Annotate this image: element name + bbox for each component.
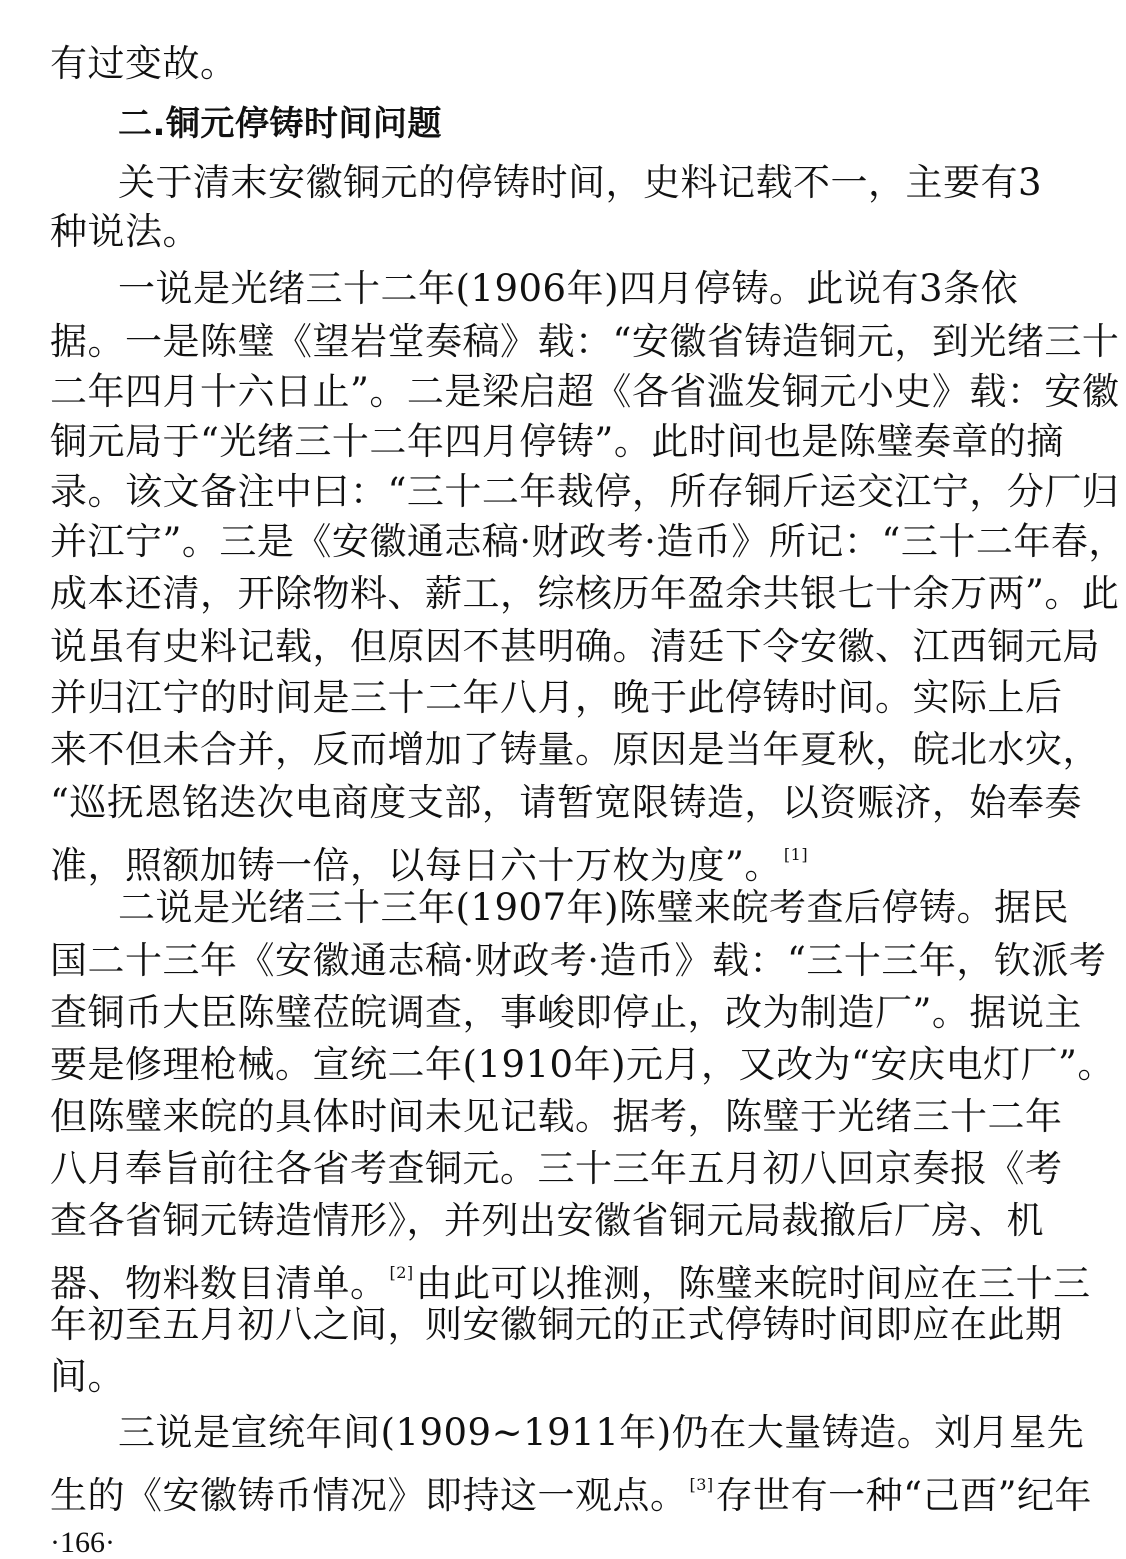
text-line: 但陈璧来皖的具体时间未见记载。据考，陈璧于光绪三十二年 — [50, 1095, 1063, 1138]
page-number: ·166· — [50, 1526, 115, 1559]
text-span: 器、物料数目清单。 — [50, 1262, 388, 1305]
text-line: “巡抚恩铭迭次电商度支部，请暂宽限铸造，以资赈济，始奉奏 — [50, 781, 1082, 824]
text-line: 间。 — [50, 1355, 125, 1398]
text-line: 一说是光绪三十二年(1906年)四月停铸。此说有3条依 — [118, 267, 1019, 310]
text-line: 查铜币大臣陈璧莅皖调查，事峻即停止，改为制造厂”。据说主 — [50, 991, 1082, 1034]
text-line: 有过变故。 — [50, 42, 238, 85]
text-span: 生的《安徽铸币情况》即持这一观点。 — [50, 1474, 688, 1517]
text-line: 年初至五月初八之间，则安徽铜元的正式停铸时间即应在此期 — [50, 1303, 1063, 1346]
text-line: 二年四月十六日止”。二是梁启超《各省滥发铜元小史》载：安徽 — [50, 370, 1120, 413]
text-line: 据。一是陈璧《望岩堂奏稿》载：“安徽省铸造铜元，到光绪三十 — [50, 320, 1120, 363]
section-heading: 二.铜元停铸时间问题 — [118, 104, 442, 144]
text-line: 成本还清，开除物料、薪工，综核历年盈余共银七十余万两”。此 — [50, 572, 1120, 615]
text-line: 并江宁”。三是《安徽通志稿·财政考·造币》所记：“三十二年春， — [50, 520, 1126, 563]
text-line — [50, 1457, 1093, 1517]
text-line: 国二十三年《安徽通志稿·财政考·造币》载：“三十三年，钦派考 — [50, 939, 1107, 982]
text-line: 来不但未合并，反而增加了铸量。原因是当年夏秋，皖北水灾， — [50, 728, 1100, 771]
text-line: 种说法。 — [50, 210, 200, 253]
text-line: 并归江宁的时间是三十二年八月，晚于此停铸时间。实际上后 — [50, 676, 1063, 719]
text-line: 要是修理枪械。宣统二年(1910年)元月，又改为“安庆电灯厂”。 — [50, 1043, 1115, 1086]
text-line: 二说是光绪三十三年(1907年)陈璧来皖考查后停铸。据民 — [118, 886, 1070, 929]
text-line: 八月奉旨前往各省考查铜元。三十三年五月初八回京奏报《考 — [50, 1147, 1063, 1190]
text-line: 铜元局于“光绪三十二年四月停铸”。此时间也是陈璧奏章的摘 — [50, 420, 1064, 463]
text-line: 关于清末安徽铜元的停铸时间，史料记载不一，主要有3 — [118, 161, 1043, 204]
footnote-ref: [3] — [689, 1475, 714, 1494]
text-line — [50, 827, 974, 887]
text-span: 由此可以推测，陈璧来皖时间应在三十三 — [415, 1262, 1091, 1305]
text-line: 录。该文备注中曰：“三十二年裁停，所存铜斤运交江宁，分厂归 — [50, 470, 1120, 513]
text-span: 准，照额加铸一倍，以每日六十万枚为度”。 — [50, 844, 782, 887]
footnote-ref: [2] — [389, 1263, 414, 1282]
footnote-ref: [1] — [783, 845, 809, 864]
text-span: 存世有一种“己酉”纪年 — [715, 1474, 1093, 1517]
text-line: 查各省铜元铸造情形》，并列出安徽省铜元局裁撤后厂房、机 — [50, 1199, 1044, 1242]
text-line: 说虽有史料记载，但原因不甚明确。清廷下令安徽、江西铜元局 — [50, 625, 1100, 668]
text-line: 三说是宣统年间(1909~1911年)仍在大量铸造。刘月星先 — [118, 1411, 1085, 1454]
text-line — [50, 1245, 1091, 1305]
